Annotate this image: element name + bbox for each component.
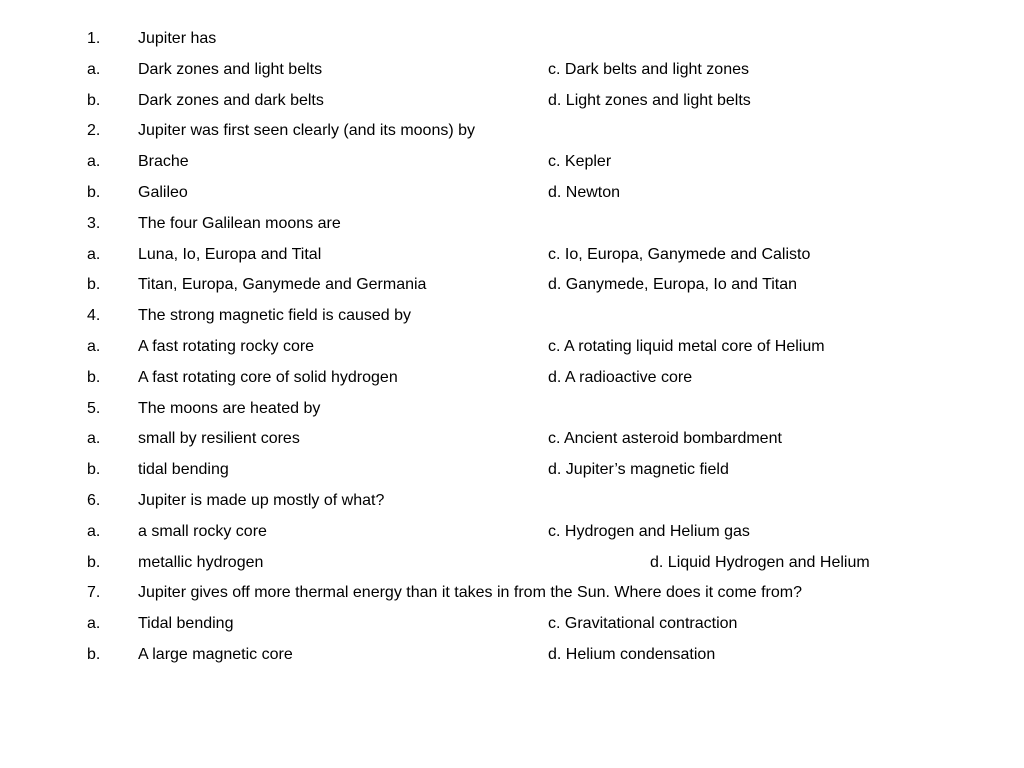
question-row	[0, 24, 1024, 55]
option-text-right: d. Jupiter’s magnetic field	[548, 461, 729, 479]
option-label: b.	[87, 645, 101, 663]
option-text-right: c. A rotating liquid metal core of Helium	[548, 337, 825, 355]
option-label: a.	[87, 430, 101, 448]
option-text: Luna, Io, Europa and Tital	[138, 245, 322, 263]
option-row	[0, 640, 1024, 671]
option-row	[0, 240, 1024, 271]
option-text-right: d. Helium condensation	[548, 645, 716, 663]
option-row	[0, 332, 1024, 363]
option-text: A large magnetic core	[138, 645, 293, 663]
question-prompt: Jupiter is made up mostly of what?	[138, 491, 385, 509]
option-text: Dark zones and dark belts	[138, 91, 324, 109]
question-prompt: The moons are heated by	[138, 399, 321, 417]
option-text: metallic hydrogen	[138, 553, 264, 571]
option-text-right: c. Dark belts and light zones	[548, 60, 749, 78]
option-text: Galileo	[138, 183, 188, 201]
option-text-right: c. Hydrogen and Helium gas	[548, 522, 750, 540]
question-number: 1.	[87, 30, 101, 47]
option-label: b.	[87, 461, 101, 479]
option-text: tidal bending	[138, 461, 229, 479]
option-text-right: d. A radioactive core	[548, 368, 693, 386]
option-row	[0, 609, 1024, 640]
option-label: a.	[87, 522, 101, 540]
question-number: 3.	[87, 214, 101, 232]
option-label: b.	[87, 276, 101, 294]
question-row	[0, 209, 1024, 240]
option-text: Titan, Europa, Ganymede and Germania	[138, 276, 427, 294]
option-text: A fast rotating rocky core	[138, 337, 315, 355]
question-number: 4.	[87, 307, 101, 325]
question-prompt: The strong magnetic field is caused by	[138, 307, 412, 325]
option-label: a.	[87, 245, 101, 263]
option-text: small by resilient cores	[138, 430, 300, 448]
option-text-right: d. Liquid Hydrogen and Helium	[650, 553, 870, 571]
option-text-right: c. Ancient asteroid bombardment	[548, 430, 782, 448]
option-text: Brache	[138, 153, 189, 171]
question-row	[0, 301, 1024, 332]
option-label: a.	[87, 60, 101, 78]
option-text-right: c. Io, Europa, Ganymede and Calisto	[548, 245, 811, 263]
option-text-right: d. Ganymede, Europa, Io and Titan	[548, 276, 798, 294]
option-text-right: c. Gravitational contraction	[548, 615, 738, 633]
option-text-right: d. Newton	[548, 183, 621, 201]
option-text-right: d. Light zones and light belts	[548, 91, 751, 109]
option-row	[0, 424, 1024, 455]
question-prompt: The four Galilean moons are	[138, 214, 341, 232]
option-label: b.	[87, 368, 101, 386]
option-label: b.	[87, 553, 101, 571]
option-row	[0, 55, 1024, 86]
option-label: a.	[87, 615, 101, 633]
question-row	[0, 394, 1024, 425]
option-label: b.	[87, 91, 101, 109]
option-label: a.	[87, 153, 101, 171]
option-text: Tidal bending	[138, 615, 234, 633]
option-row	[0, 86, 1024, 117]
option-row	[0, 270, 1024, 301]
option-label: a.	[87, 337, 101, 355]
option-row	[0, 147, 1024, 178]
question-row	[0, 486, 1024, 517]
option-text-right: c. Kepler	[548, 153, 612, 171]
option-label: b.	[87, 183, 101, 201]
question-prompt: Jupiter gives off more thermal energy than it takes in from the Sun. Where does it come from?	[138, 584, 803, 602]
option-row	[0, 517, 1024, 548]
option-text: a small rocky core	[138, 522, 267, 540]
question-number: 5.	[87, 399, 101, 417]
question-row	[0, 116, 1024, 147]
question-number: 2.	[87, 122, 101, 140]
quiz-list	[0, 24, 1024, 671]
option-text: Dark zones and light belts	[138, 60, 323, 78]
option-row	[0, 178, 1024, 209]
option-row	[0, 363, 1024, 394]
question-prompt: Jupiter was first seen clearly (and its moons) by	[138, 122, 476, 140]
option-row	[0, 455, 1024, 486]
question-number: 7.	[87, 584, 101, 602]
question-row	[0, 578, 1024, 609]
option-row	[0, 548, 1024, 579]
question-prompt: Jupiter has	[138, 30, 217, 47]
question-number: 6.	[87, 491, 101, 509]
option-text: A fast rotating core of solid hydrogen	[138, 368, 398, 386]
